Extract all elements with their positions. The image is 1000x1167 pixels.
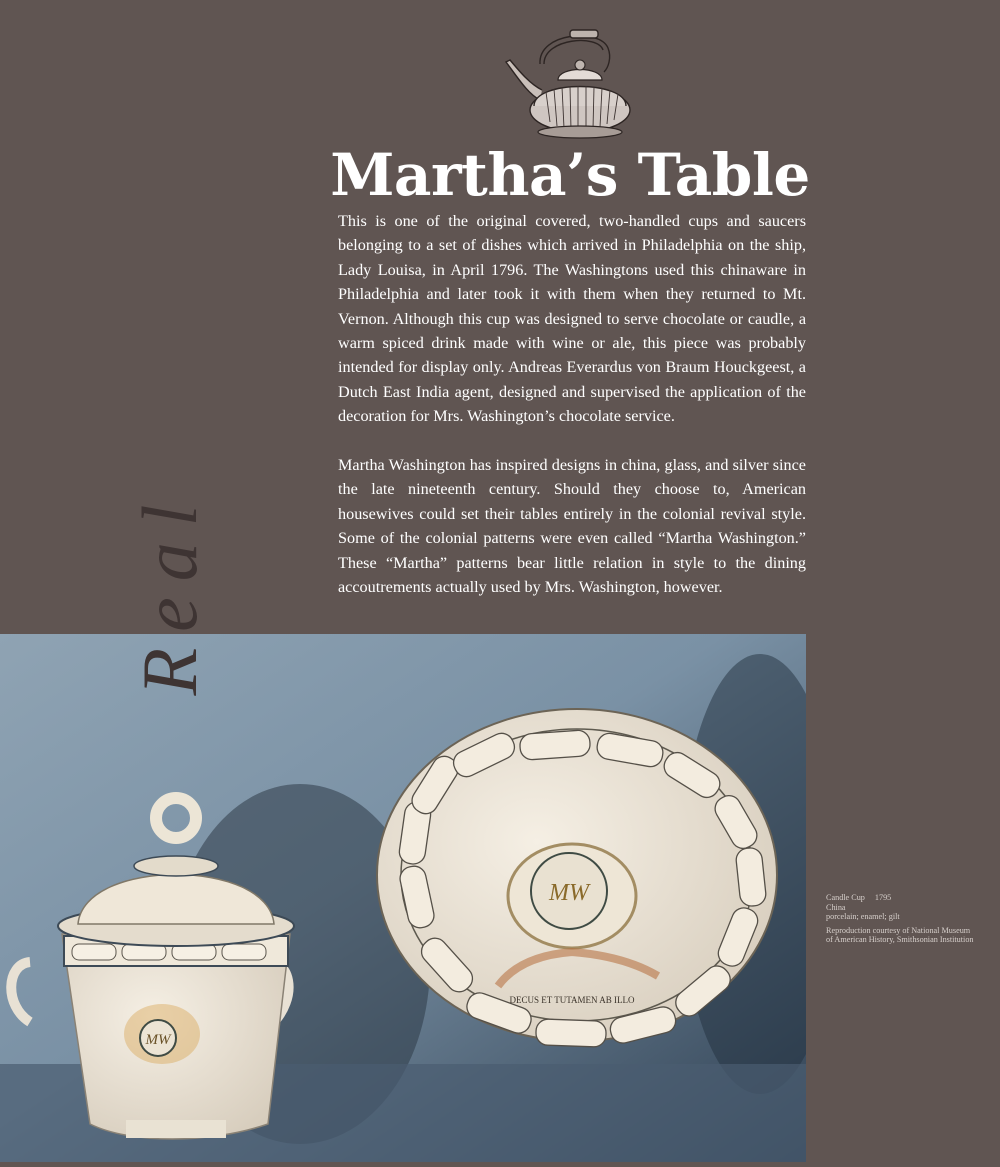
cup-and-saucer-photo	[0, 634, 806, 1162]
saucer-monogram: MW	[549, 880, 589, 906]
caption-credit-line2: of American History, Smithsonian Institution	[826, 935, 974, 944]
saucer-motto: DECUS ET TUTAMEN AB ILLO	[509, 995, 635, 1005]
cup-monogram: MW	[145, 1032, 171, 1048]
intro-paragraph: This is one of the original covered, two-handled cups and saucers belonging to a set of dishes which arrived in Philadelphia on the ship, Lady Louisa, in April 1796. The Washingtons used this chinaware in Philadelphia and later took it with them when they returned to Mt. Vernon. Although this cup was designed to serve chocolate or caudle, a warm spiced drink made with wine or ale, this piece was probably intended for display only. Andreas Everardus von Braum Houckgeest, a Dutch East India agent, designed and supervised the application of the decoration for Mrs. Washington’s chocolate service.	[338, 212, 806, 426]
object-caption	[826, 893, 996, 945]
caption-materials: porcelain; enamel; gilt	[826, 912, 900, 921]
caption-date: 1795	[874, 893, 892, 902]
tea-kettle-icon	[500, 22, 640, 142]
caption-origin: China	[826, 902, 846, 912]
caption-object: Candle Cup	[826, 893, 865, 902]
side-word: Real	[126, 488, 213, 696]
page-title: Martha’s Table	[330, 141, 810, 209]
caption-credit-line1: Reproduction courtesy of National Museum	[826, 925, 971, 935]
context-paragraph: Martha Washington has inspired designs in china, glass, and silver since the late nineteenth century. Should they choose to, American housewives could set their tables entirely in the colonial revival style. Some of the colonial patterns were even called “Martha Washington.” These “Martha” patterns bear little relation in style to the dining accoutrements actually used by Mrs. Washington, however.	[338, 456, 806, 597]
